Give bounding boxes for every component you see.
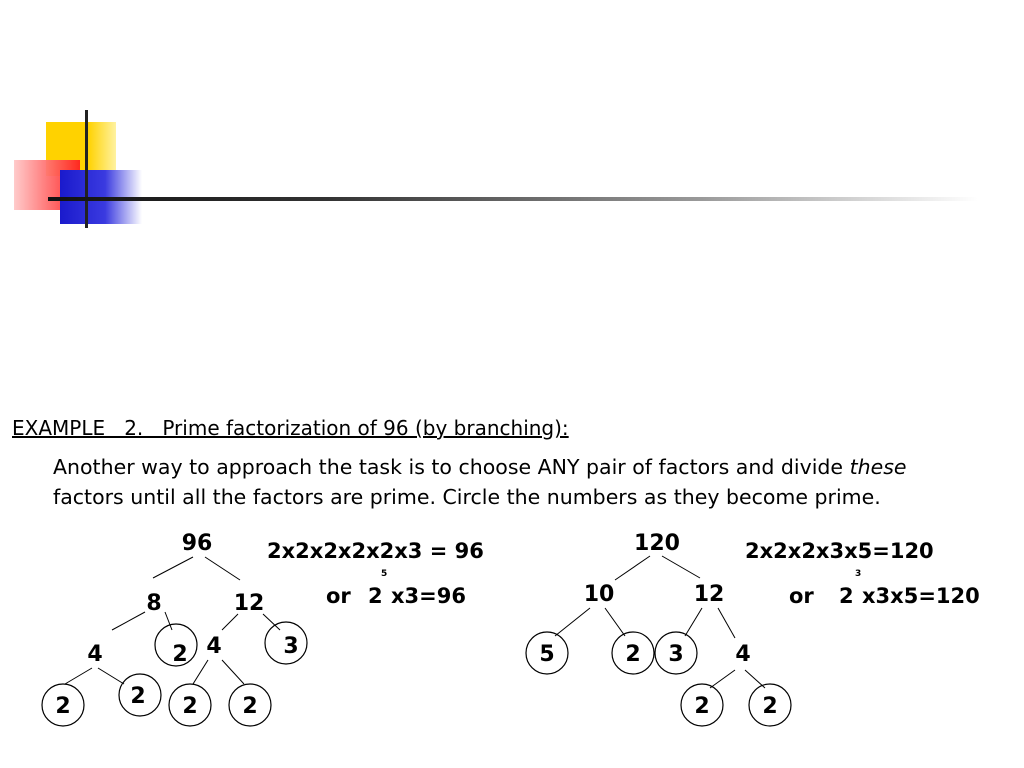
tree-node: 2: [55, 694, 71, 719]
branch-line: [65, 668, 92, 684]
or-label: or: [326, 584, 351, 608]
tree-node: 3: [668, 642, 684, 667]
branch-line: [205, 557, 240, 580]
branch-line: [193, 660, 208, 684]
tree-node: 4: [735, 642, 751, 667]
branch-line: [615, 556, 650, 580]
paragraph-line-2: factors until all the factors are prime. Circle the numbers as they become prime.: [53, 485, 881, 509]
branch-line: [685, 608, 702, 636]
tree-node: 2: [694, 694, 710, 719]
equation-rest: x3=96: [391, 584, 466, 608]
branch-line: [98, 668, 124, 684]
tree-node: 2: [182, 694, 198, 719]
example-heading: EXAMPLE 2. Prime factorization of 96 (by branching):: [12, 416, 569, 440]
paragraph-emphasis: these: [849, 455, 907, 479]
tree-node: 2: [242, 694, 258, 719]
equation-96: [267, 539, 484, 608]
power-exponent: 3: [855, 569, 862, 579]
equation-120: [745, 539, 980, 608]
or-label: or: [789, 584, 814, 608]
branch-line: [112, 612, 145, 630]
tree-node: 12: [233, 591, 265, 616]
tree-node: 5: [539, 642, 555, 667]
branch-line: [222, 660, 244, 684]
tree-node: 120: [634, 531, 680, 556]
paragraph-line-1-text: Another way to approach the task is to choose ANY pair of factors and divide: [53, 455, 850, 479]
branch-line: [153, 557, 193, 578]
tree-node: 4: [87, 642, 103, 667]
power-base: 2: [368, 584, 383, 608]
power-base: 2: [839, 584, 854, 608]
branch-line: [605, 608, 625, 636]
tree-node: 8: [146, 591, 162, 616]
branch-line: [222, 614, 238, 630]
power-exponent: 5: [381, 569, 388, 579]
tree-96: [55, 531, 298, 719]
tree-node: 3: [283, 634, 299, 659]
branch-line: [555, 608, 590, 636]
tree-node: 96: [181, 531, 213, 556]
tree-node: 4: [206, 634, 222, 659]
tree-node: 2: [625, 642, 641, 667]
tree-node: 2: [172, 642, 188, 667]
tree-node: 2: [762, 694, 778, 719]
branch-lines: [65, 556, 765, 688]
prime-circles: [42, 622, 791, 726]
tree-node: 12: [693, 582, 725, 607]
equation-rest: x3x5=120: [862, 584, 980, 608]
tree-120: [539, 531, 777, 719]
branch-line: [718, 608, 735, 638]
equation-line: 2x2x2x2x2x3 = 96: [267, 539, 484, 563]
branch-line: [710, 670, 735, 688]
tree-node: 2: [130, 684, 146, 709]
branch-line: [662, 556, 700, 578]
tree-node: 10: [583, 582, 615, 607]
branch-line: [165, 612, 172, 630]
equation-line: 2x2x2x3x5=120: [745, 539, 934, 563]
